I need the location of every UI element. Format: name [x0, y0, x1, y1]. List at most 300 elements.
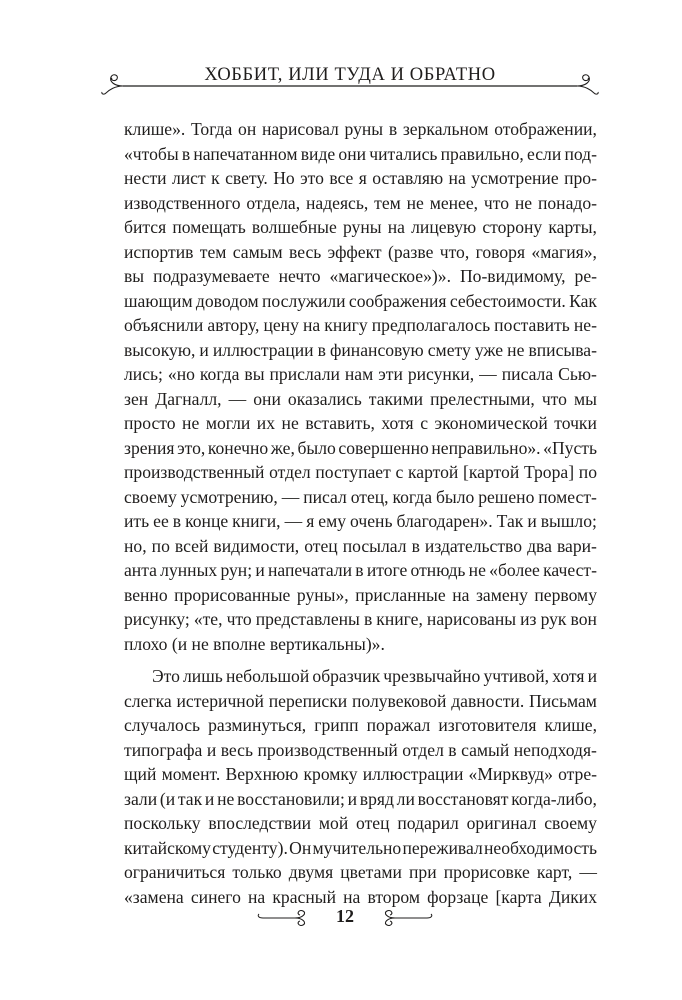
word: к: [211, 168, 220, 188]
word: когда-либо,: [511, 788, 597, 809]
word: и: [527, 511, 537, 531]
word: Тогда: [191, 119, 233, 139]
word: своему: [544, 813, 597, 833]
word: рисунки,: [407, 364, 475, 384]
word: (разве: [387, 241, 434, 262]
word: понадо-: [537, 192, 597, 213]
word: [карта: [495, 886, 542, 907]
word: Так: [496, 511, 524, 531]
word: отдела,: [246, 192, 301, 213]
word: доводом: [195, 290, 259, 311]
word: не: [182, 413, 200, 433]
text-line: [124, 215, 597, 240]
word: финансовую: [329, 339, 424, 360]
word: нечто: [278, 266, 321, 286]
word: клише,: [544, 715, 597, 735]
word: помест-: [538, 486, 597, 507]
word: замену: [475, 584, 528, 605]
word: послужили: [262, 290, 346, 311]
word: ре-: [574, 266, 597, 286]
word: небольшой: [225, 666, 310, 686]
word: было: [297, 437, 336, 458]
word: отец: [356, 813, 390, 833]
word: «замена: [124, 886, 184, 907]
word: благодарен».: [396, 511, 493, 531]
word: вы: [124, 266, 145, 286]
word: при: [409, 862, 437, 882]
word: студенту).: [212, 837, 288, 858]
word: картой: [408, 462, 459, 482]
word: полувековой: [351, 690, 447, 711]
word: и: [204, 788, 215, 809]
word: напечатанном: [193, 143, 298, 164]
word: очень: [350, 511, 393, 531]
word: щий: [124, 764, 157, 784]
word: и: [206, 739, 217, 760]
word: и: [255, 560, 265, 580]
word: «но: [167, 364, 195, 384]
word: лунных: [160, 560, 218, 580]
word: конечно: [207, 437, 269, 458]
word: мы: [573, 388, 597, 409]
word: все: [329, 168, 354, 188]
word: рисунку;: [124, 609, 190, 629]
word: не: [217, 788, 235, 809]
text-line: [124, 762, 597, 787]
running-header: [95, 62, 605, 102]
word: что: [483, 192, 510, 213]
word: точки: [554, 413, 597, 433]
word: просто: [124, 413, 176, 433]
word: нарисовал: [261, 119, 339, 139]
word: вы: [244, 364, 265, 384]
word: По-видимому,: [459, 266, 566, 286]
word: ить: [124, 511, 150, 531]
text-line: [124, 387, 597, 412]
word: эти: [378, 364, 403, 384]
word: поскольку: [124, 813, 201, 833]
word: не-: [573, 315, 597, 335]
word: ли: [396, 788, 415, 809]
text-line: [124, 558, 597, 583]
text-line: [124, 313, 597, 338]
word: цветами: [340, 862, 402, 882]
word: хотя: [381, 413, 414, 433]
word: истеричной: [176, 690, 264, 711]
word: в: [363, 609, 373, 629]
word: кромку: [303, 764, 358, 784]
text-line: [124, 362, 597, 387]
word: зрения: [124, 437, 175, 458]
word: отнюдь: [410, 560, 466, 580]
word: писал: [303, 486, 347, 507]
word: производственный: [257, 739, 398, 760]
word: что,: [439, 241, 470, 262]
word: производственный: [124, 462, 265, 482]
word: на: [452, 584, 470, 605]
word: случалось: [124, 715, 201, 735]
word: и: [347, 788, 358, 809]
word: было: [435, 486, 475, 507]
word: венно: [124, 584, 168, 605]
word: поражал: [366, 715, 431, 735]
text-line: [124, 811, 597, 836]
word: подарил: [397, 813, 459, 833]
word: уже: [474, 339, 504, 360]
word: могли: [205, 413, 251, 433]
word: волшебные: [251, 217, 337, 237]
word: ее: [153, 511, 169, 531]
word: отре-: [558, 764, 597, 784]
text-line: [124, 664, 597, 689]
word: это: [300, 168, 324, 188]
word: Но: [273, 168, 295, 188]
word: прислали: [269, 364, 340, 384]
word: китайскому: [124, 837, 211, 858]
word: разминуться,: [208, 715, 307, 735]
word: и: [199, 339, 209, 360]
word: грипп: [314, 715, 359, 735]
word: «магическое»)».: [329, 266, 451, 286]
word: когда: [199, 364, 240, 384]
word: в: [172, 511, 182, 531]
word: и: [587, 666, 597, 686]
text-line: [124, 787, 597, 812]
word: смету: [427, 339, 471, 360]
word: они: [253, 388, 281, 409]
word: Как: [569, 290, 597, 311]
word: зали: [124, 788, 158, 809]
word: посылал: [342, 535, 407, 556]
word: своему: [124, 486, 177, 507]
word: они: [338, 143, 367, 164]
word: говоря: [475, 241, 526, 262]
word: Трора]: [523, 462, 575, 482]
word: тем: [199, 241, 227, 262]
text-line: [124, 860, 597, 885]
word: по: [578, 462, 597, 482]
word: объяснили: [124, 315, 204, 335]
word: «магия»,: [531, 241, 597, 262]
word: карт,: [536, 862, 573, 882]
word: неправильно».: [431, 437, 541, 458]
word: Дагналл,: [155, 388, 222, 409]
word: —: [479, 364, 497, 384]
word: бится: [124, 217, 167, 237]
word: решено: [478, 486, 535, 507]
word: поступает: [315, 462, 391, 482]
word: когда: [392, 486, 433, 507]
word: восстановили;: [237, 788, 345, 809]
word: подразумеваете: [153, 266, 270, 286]
word: руны: [342, 217, 382, 237]
word: на: [302, 315, 321, 335]
word: такими: [368, 388, 424, 409]
word: «чтобы: [124, 143, 179, 164]
word: отображении,: [494, 119, 597, 139]
word: зен: [124, 388, 149, 409]
word: иллюстрации: [362, 764, 464, 784]
text-line: [124, 583, 597, 608]
word: прорисовке: [443, 862, 530, 882]
page-number: 12: [336, 906, 354, 926]
word: вписыва-: [528, 339, 597, 360]
text-line: [124, 836, 597, 861]
text-line: [124, 240, 597, 265]
word: лицевую: [411, 217, 477, 237]
text-line: плохо (и не вполне вертикальны)».: [124, 633, 385, 654]
word: с: [395, 462, 404, 482]
word: вряд: [359, 788, 394, 809]
word: поставить: [494, 315, 570, 335]
word: оказались: [287, 388, 362, 409]
word: испортив: [124, 241, 194, 262]
word: красный: [272, 886, 336, 907]
word: отдел: [269, 462, 311, 482]
word: два: [527, 535, 552, 556]
word: втором: [367, 886, 420, 907]
word: я: [306, 511, 315, 531]
word: нам: [344, 364, 374, 384]
word: свету.: [225, 168, 268, 188]
word: из: [520, 609, 537, 629]
word: не: [281, 413, 299, 433]
word: отец,: [350, 486, 389, 507]
word: оставляю: [372, 168, 444, 188]
word: «те,: [193, 609, 223, 629]
word: лись;: [124, 364, 163, 384]
word: это,: [177, 437, 206, 458]
word: —: [228, 388, 247, 409]
word: правильно,: [440, 143, 524, 164]
word: момент.: [161, 764, 221, 784]
word: конце: [185, 511, 229, 531]
word: на: [448, 168, 466, 188]
word: вставить,: [305, 413, 375, 433]
word: с: [420, 413, 428, 433]
word: соображения: [348, 290, 447, 311]
body-text: [124, 117, 597, 909]
word: на: [248, 886, 266, 907]
word: образчик: [312, 666, 381, 686]
word: (и: [159, 788, 176, 809]
word: —: [579, 862, 597, 882]
word: напечатали: [268, 560, 353, 580]
word: прорисованные: [174, 584, 291, 605]
text-line: [124, 166, 597, 191]
word: книги,: [232, 511, 281, 531]
word: восстановят: [417, 788, 509, 809]
word: тем: [374, 192, 401, 213]
word: эффект: [327, 241, 382, 262]
word: предполагалось: [371, 315, 491, 335]
word: Диких: [548, 886, 597, 907]
word: мой: [318, 813, 349, 833]
word: слегка: [124, 690, 172, 711]
word: если: [527, 143, 562, 164]
text-line: [124, 607, 597, 632]
word: рун;: [220, 560, 253, 580]
word: Это: [152, 666, 180, 686]
word: [картой: [463, 462, 520, 482]
word: усмотрению,: [180, 486, 278, 507]
word: в: [388, 119, 398, 139]
word: но,: [124, 535, 147, 556]
word: же,: [270, 437, 295, 458]
word: их: [256, 413, 276, 433]
word: отец: [304, 535, 338, 556]
word: двумя: [288, 862, 334, 882]
word: в: [448, 739, 457, 760]
word: весь: [220, 739, 253, 760]
text-line: [124, 436, 597, 461]
word: нести: [124, 168, 167, 188]
word: издательство: [424, 535, 523, 556]
text-line: [124, 460, 597, 485]
paragraph: [124, 117, 597, 656]
word: «Пусть: [543, 437, 597, 458]
word: в: [355, 560, 364, 580]
page-footer: [255, 906, 435, 930]
word: экономической: [434, 413, 548, 433]
text-line: [124, 142, 597, 167]
word: лишь: [183, 666, 223, 686]
text-line: [124, 713, 597, 738]
word: ему: [318, 511, 347, 531]
word: отдел: [402, 739, 444, 760]
word: он: [238, 119, 257, 139]
word: синего: [190, 886, 241, 907]
text-line: [124, 411, 597, 436]
word: что: [226, 609, 252, 629]
word: лист: [171, 168, 206, 188]
word: Сью-: [558, 364, 597, 384]
word: самый: [461, 739, 510, 760]
word: усмотрение: [471, 168, 559, 188]
word: себестоимости.: [449, 290, 566, 311]
text-line: [124, 117, 597, 142]
word: итоге: [366, 560, 408, 580]
word: прелестными,: [430, 388, 535, 409]
word: —: [284, 511, 303, 531]
word: совершенно: [338, 437, 429, 458]
word: книге,: [376, 609, 423, 629]
text-line: [124, 509, 597, 534]
word: впоследствии: [208, 813, 312, 833]
word: руны»,: [296, 584, 349, 605]
running-header-title: ХОББИТ, ИЛИ ТУДА И ОБРАТНО: [204, 65, 496, 85]
word: по: [151, 535, 170, 556]
word: клише».: [124, 119, 186, 139]
word: что: [541, 388, 567, 409]
word: вышло;: [540, 511, 597, 531]
text-line: [124, 191, 597, 216]
word: анта: [124, 560, 157, 580]
word: оригинал: [466, 813, 537, 833]
paragraph: [124, 664, 597, 909]
text-line: [124, 689, 597, 714]
word: всей: [174, 535, 209, 556]
word: переписки: [268, 690, 348, 711]
word: не: [507, 339, 525, 360]
word: на: [387, 217, 405, 237]
word: в: [411, 535, 420, 556]
word: высокую,: [124, 339, 196, 360]
word: про-: [564, 168, 597, 188]
word: присланные: [355, 584, 446, 605]
word: зеркальном: [402, 119, 489, 139]
word: изготовителя: [438, 715, 537, 735]
word: вари-: [556, 535, 597, 556]
text-line: [124, 338, 597, 363]
word: книгу: [324, 315, 368, 335]
word: читались: [369, 143, 438, 164]
word: менее,: [429, 192, 479, 213]
word: виде: [300, 143, 336, 164]
word: рук: [540, 609, 567, 629]
word: на: [343, 886, 361, 907]
word: не: [468, 560, 486, 580]
word: руны: [344, 119, 384, 139]
word: учтивой,: [483, 666, 550, 686]
word: качест-: [543, 560, 597, 580]
word: «более: [489, 560, 540, 580]
word: в: [181, 143, 191, 164]
word: видимости,: [213, 535, 300, 556]
word: сторону: [482, 217, 543, 237]
word: цену: [263, 315, 299, 335]
word: Письмам: [529, 690, 597, 711]
word: —: [281, 486, 300, 507]
word: Верхнюю: [225, 764, 299, 784]
word: «Мирквуд»: [468, 764, 553, 784]
word: не: [514, 192, 533, 213]
word: чрезвычайно: [383, 666, 481, 686]
word: помещать: [172, 217, 246, 237]
word: мучительно: [312, 837, 402, 858]
word: нарисованы: [426, 609, 517, 629]
word: так: [177, 788, 203, 809]
word: автору,: [207, 315, 260, 335]
word: форзаце: [427, 886, 489, 907]
word: переживал: [402, 837, 483, 858]
word: первому: [534, 584, 597, 605]
word: ограничиться: [124, 862, 226, 882]
word: Он: [289, 837, 312, 858]
word: типографа: [124, 739, 203, 760]
word: представлены: [255, 609, 360, 629]
word: вон: [570, 609, 597, 629]
word: изводственного: [124, 192, 241, 213]
word: в: [317, 339, 326, 360]
word: шающим: [124, 290, 193, 311]
word: не: [406, 192, 424, 213]
text-line: [124, 534, 597, 559]
word: я: [358, 168, 367, 188]
word: карты,: [548, 217, 597, 237]
word: иллюстрации: [212, 339, 314, 360]
text-line: [124, 485, 597, 510]
word: давности.: [451, 690, 525, 711]
word: необходимость: [484, 837, 597, 858]
word: весь: [289, 241, 322, 262]
word: самым: [232, 241, 283, 262]
word: под-: [564, 143, 597, 164]
word: хотя: [552, 666, 585, 686]
text-line: [124, 738, 597, 763]
text-line: [124, 264, 597, 289]
word: надеясь,: [305, 192, 369, 213]
